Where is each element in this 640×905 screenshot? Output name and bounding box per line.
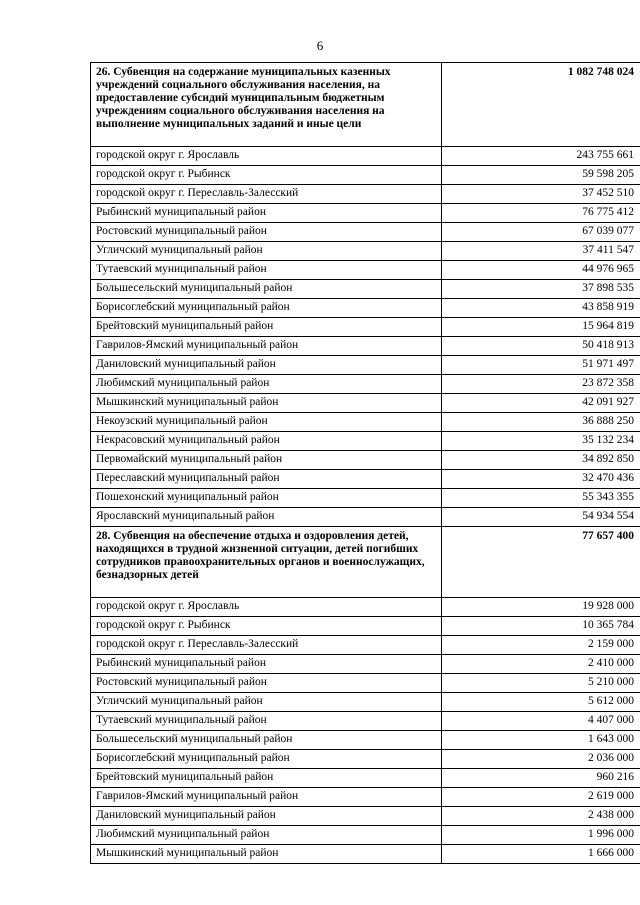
municipality-name: Угличский муниципальный район [91, 242, 442, 261]
municipality-name: городской округ г. Переславль-Залесский [91, 185, 442, 204]
municipality-name: Угличский муниципальный район [91, 693, 442, 712]
section-total: 1 082 748 024 [442, 63, 640, 147]
amount-value: 67 039 077 [442, 223, 640, 242]
amount-value: 54 934 554 [442, 508, 640, 527]
table-row [91, 807, 640, 826]
section-header-row [91, 527, 640, 598]
municipality-name: Ростовский муниципальный район [91, 674, 442, 693]
municipality-name: городской округ г. Рыбинск [91, 166, 442, 185]
table-row [91, 508, 640, 527]
amount-value: 243 755 661 [442, 147, 640, 166]
municipality-name: Пошехонский муниципальный район [91, 489, 442, 508]
municipality-name: Ярославский муниципальный район [91, 508, 442, 527]
table-row [91, 636, 640, 655]
amount-value: 55 343 355 [442, 489, 640, 508]
municipality-name: Тутаевский муниципальный район [91, 712, 442, 731]
section-total: 77 657 400 [442, 527, 640, 598]
municipality-name: городской округ г. Ярославль [91, 598, 442, 617]
amount-value: 1 996 000 [442, 826, 640, 845]
municipality-name: Рыбинский муниципальный район [91, 204, 442, 223]
amount-value: 19 928 000 [442, 598, 640, 617]
table-row [91, 185, 640, 204]
table-row [91, 489, 640, 508]
amount-value: 1 666 000 [442, 845, 640, 864]
table-row [91, 356, 640, 375]
table-row [91, 337, 640, 356]
table-row [91, 147, 640, 166]
table-row [91, 451, 640, 470]
amount-value: 4 407 000 [442, 712, 640, 731]
municipality-name: Гаврилов-Ямский муниципальный район [91, 337, 442, 356]
table-row [91, 826, 640, 845]
table-row [91, 280, 640, 299]
table-row [91, 375, 640, 394]
municipality-name: Брейтовский муниципальный район [91, 769, 442, 788]
municipality-name: Ростовский муниципальный район [91, 223, 442, 242]
amount-value: 1 643 000 [442, 731, 640, 750]
municipality-name: Переславский муниципальный район [91, 470, 442, 489]
table-row [91, 223, 640, 242]
table-row [91, 299, 640, 318]
table-row [91, 674, 640, 693]
municipality-name: Большесельский муниципальный район [91, 731, 442, 750]
amount-value: 5 612 000 [442, 693, 640, 712]
amount-value: 43 858 919 [442, 299, 640, 318]
municipality-name: городской округ г. Рыбинск [91, 617, 442, 636]
amount-value: 44 976 965 [442, 261, 640, 280]
municipality-name: Некоузский муниципальный район [91, 413, 442, 432]
amount-value: 37 898 535 [442, 280, 640, 299]
amount-value: 76 775 412 [442, 204, 640, 223]
amount-value: 2 619 000 [442, 788, 640, 807]
municipality-name: Мышкинский муниципальный район [91, 394, 442, 413]
table-row [91, 788, 640, 807]
municipality-name: Брейтовский муниципальный район [91, 318, 442, 337]
amount-value: 23 872 358 [442, 375, 640, 394]
amount-value: 35 132 234 [442, 432, 640, 451]
subvention-table-body [91, 63, 640, 864]
municipality-name: Любимский муниципальный район [91, 826, 442, 845]
municipality-name: Любимский муниципальный район [91, 375, 442, 394]
table-row [91, 693, 640, 712]
subvention-table [90, 62, 640, 864]
table-row [91, 769, 640, 788]
municipality-name: Гаврилов-Ямский муниципальный район [91, 788, 442, 807]
table-row [91, 413, 640, 432]
amount-value: 15 964 819 [442, 318, 640, 337]
amount-value: 5 210 000 [442, 674, 640, 693]
municipality-name: Большесельский муниципальный район [91, 280, 442, 299]
section-title: 26. Субвенция на содержание муниципальных казенных учреждений социального обслуживания населения, на предоставление субсидий муниципальным бюджетным учреждениям социального обслуживания населения на выполнение муниципальных заданий и иные цели [91, 63, 442, 147]
section-header-row [91, 63, 640, 147]
amount-value: 50 418 913 [442, 337, 640, 356]
municipality-name: городской округ г. Переславль-Залесский [91, 636, 442, 655]
table-row [91, 617, 640, 636]
table-row [91, 394, 640, 413]
amount-value: 2 036 000 [442, 750, 640, 769]
municipality-name: Тутаевский муниципальный район [91, 261, 442, 280]
amount-value: 2 159 000 [442, 636, 640, 655]
table-row [91, 318, 640, 337]
table-row [91, 712, 640, 731]
table-row [91, 655, 640, 674]
amount-value: 36 888 250 [442, 413, 640, 432]
table-row [91, 242, 640, 261]
municipality-name: Первомайский муниципальный район [91, 451, 442, 470]
municipality-name: Даниловский муниципальный район [91, 356, 442, 375]
table-row [91, 166, 640, 185]
table-row [91, 470, 640, 489]
table-row [91, 261, 640, 280]
table-row [91, 750, 640, 769]
amount-value: 10 365 784 [442, 617, 640, 636]
municipality-name: Даниловский муниципальный район [91, 807, 442, 826]
amount-value: 2 438 000 [442, 807, 640, 826]
municipality-name: Борисоглебский муниципальный район [91, 299, 442, 318]
municipality-name: Борисоглебский муниципальный район [91, 750, 442, 769]
table-row [91, 731, 640, 750]
table-row [91, 598, 640, 617]
table-row [91, 204, 640, 223]
municipality-name: Рыбинский муниципальный район [91, 655, 442, 674]
amount-value: 51 971 497 [442, 356, 640, 375]
page-number: 6 [316, 38, 324, 53]
amount-value: 32 470 436 [442, 470, 640, 489]
amount-value: 37 452 510 [442, 185, 640, 204]
section-title: 28. Субвенция на обеспечение отдыха и оздоровления детей, находящихся в трудной жизненной ситуации, детей погибших сотрудников правоохранительных органов и военнослужащих, безнадзорных детей [91, 527, 442, 598]
amount-value: 34 892 850 [442, 451, 640, 470]
amount-value: 37 411 547 [442, 242, 640, 261]
table-row [91, 845, 640, 864]
municipality-name: городской округ г. Ярославль [91, 147, 442, 166]
amount-value: 59 598 205 [442, 166, 640, 185]
amount-value: 960 216 [442, 769, 640, 788]
amount-value: 2 410 000 [442, 655, 640, 674]
amount-value: 42 091 927 [442, 394, 640, 413]
municipality-name: Некрасовский муниципальный район [91, 432, 442, 451]
municipality-name: Мышкинский муниципальный район [91, 845, 442, 864]
table-row [91, 432, 640, 451]
